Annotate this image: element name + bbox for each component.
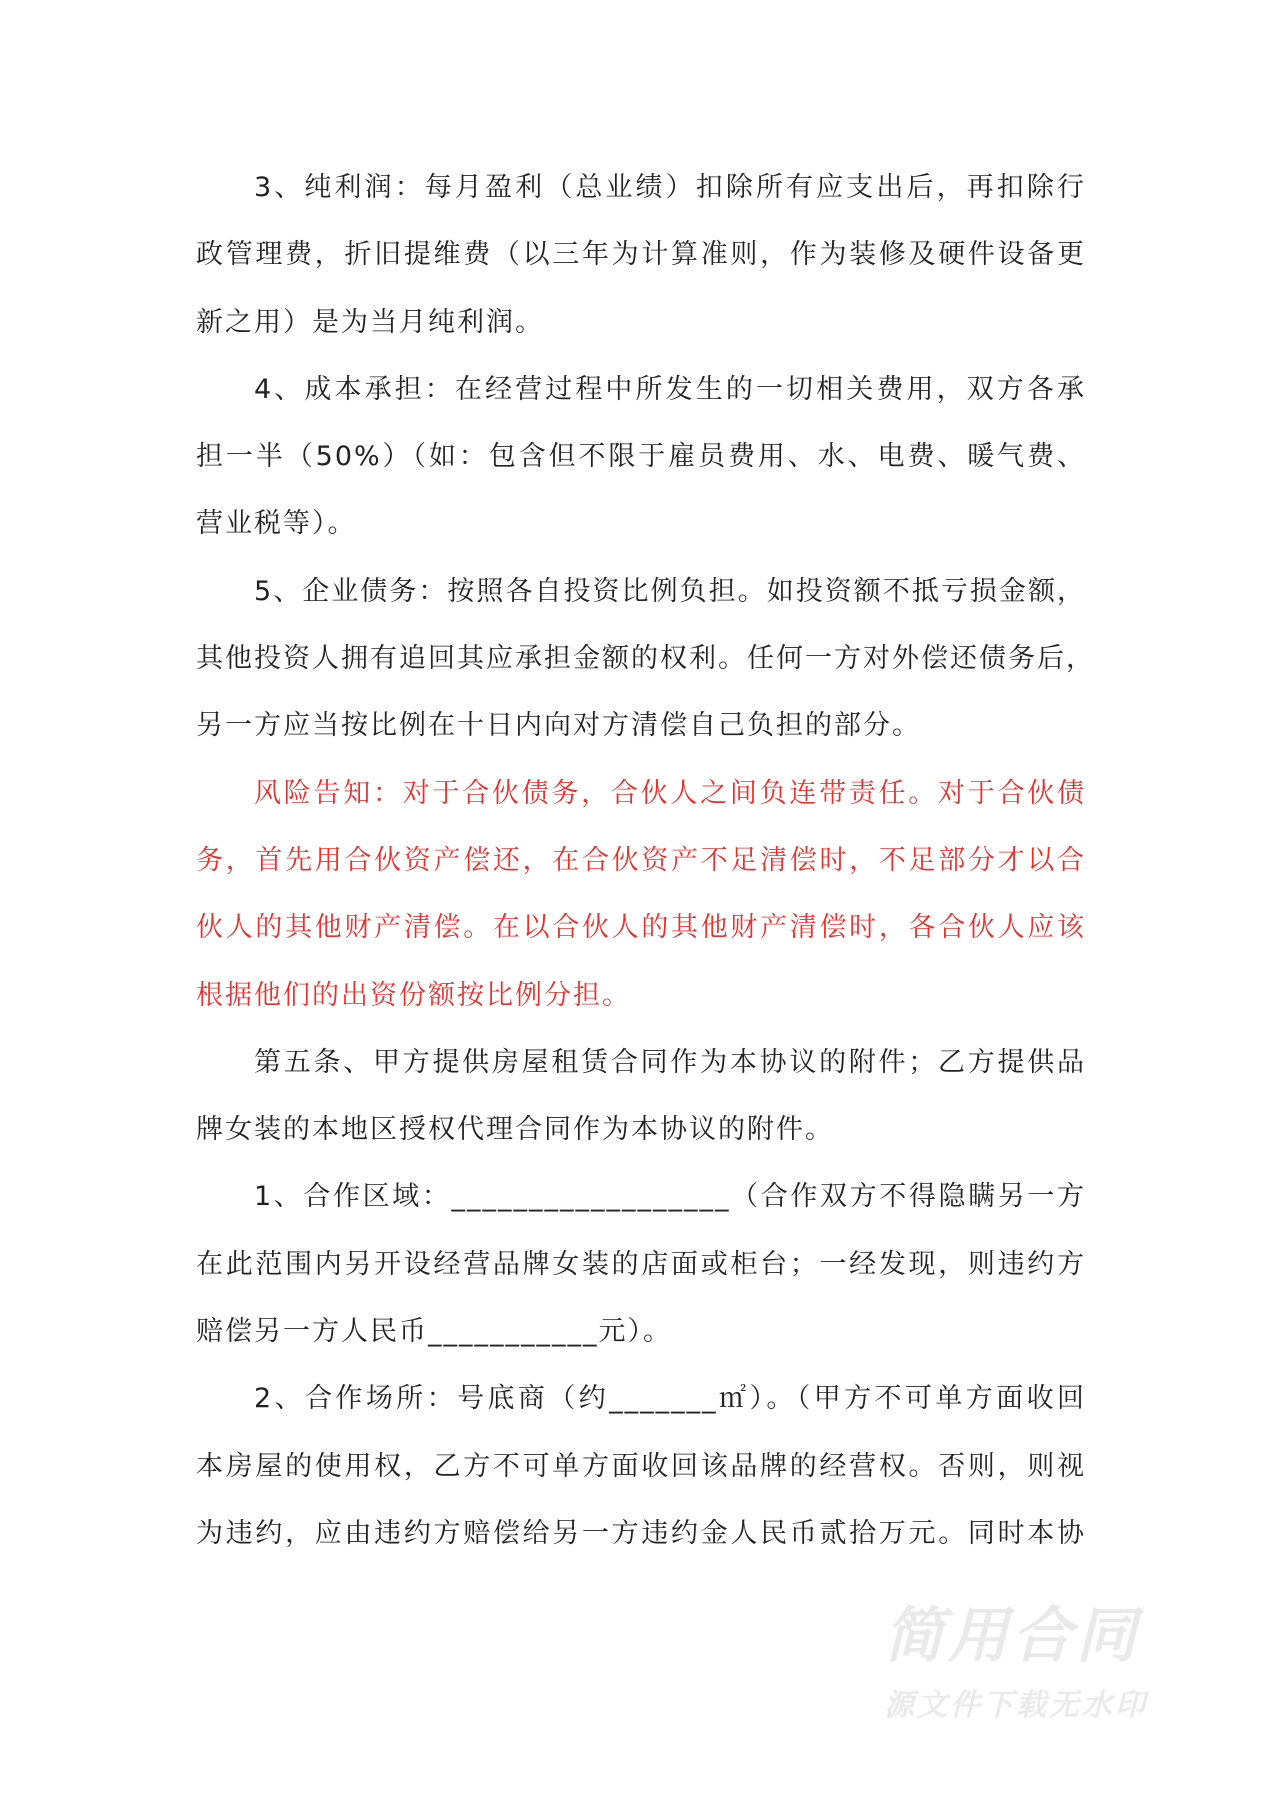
text-line: 牌女装的本地区授权代理合同作为本协议的附件。 — [196, 1114, 834, 1146]
text-line: 务，首先用合伙资产偿还，在合伙资产不足清偿时，不足部分才以合 — [196, 844, 1086, 876]
text-line: 政管理费，折旧提维费（以三年为计算准则，作为装修及硬件设备更 — [196, 239, 1086, 271]
text-line: 根据他们的出资份额按比例分担。 — [196, 979, 631, 1011]
paragraph — [196, 1169, 1086, 1371]
text-line: 营业税等）。 — [196, 508, 357, 540]
text-line: 伙人的其他财产清偿。在以合伙人的其他财产清偿时，各合伙人应该 — [196, 912, 1086, 944]
text-line: 担一半（50%）（如：包含但不限于雇员费用、水、电费、暖气费、 — [196, 441, 1086, 473]
text-line: 第五条、甲方提供房屋租赁合同作为本协议的附件；乙方提供品 — [254, 1046, 1086, 1078]
text-line: 为违约，应由违约方赔偿给另一方违约金人民币贰拾万元。同时本协 — [196, 1517, 1086, 1549]
text-line: 在此范围内另开设经营品牌女装的店面或柜台；一经发现，则违约方 — [196, 1248, 1086, 1280]
document-page — [196, 160, 1095, 1573]
text-line: 1、合作区域：__________________（合作双方不得隐瞒另一方 — [254, 1181, 1086, 1213]
text-line: 其他投资人拥有追回其应承担金额的权利。任何一方对外偿还债务后， — [196, 643, 1095, 675]
text-line: 3、纯利润：每月盈利（总业绩）扣除所有应支出后，再扣除行 — [254, 172, 1086, 203]
text-line: 2、合作场所：号底商（约_______㎡）。（甲方不可单方面收回 — [254, 1383, 1086, 1415]
paragraph — [196, 564, 1095, 766]
paragraph — [196, 160, 1086, 362]
watermark-subtitle: 源文件下载无水印 — [884, 1688, 1148, 1723]
text-line: 新之用）是为当月纯利润。 — [196, 306, 544, 338]
risk-notice-paragraph — [196, 766, 1086, 1035]
text-line: 5、企业债务：按照各自投资比例负担。如投资额不抵亏损金额， — [254, 575, 1086, 607]
text-line: 赔偿另一方人民币___________元）。 — [196, 1316, 672, 1348]
text-line: 风险告知：对于合伙债务，合伙人之间负连带责任。对于合伙债 — [254, 777, 1086, 809]
paragraph — [196, 362, 1086, 564]
text-line: 4、成本承担：在经营过程中所发生的一切相关费用，双方各承 — [254, 373, 1086, 405]
paragraph — [196, 1371, 1086, 1573]
text-line: 另一方应当按比例在十日内向对方清偿自己负担的部分。 — [196, 710, 921, 742]
paragraph — [196, 1035, 1086, 1170]
text-line: 本房屋的使用权，乙方不可单方面收回该品牌的经营权。否则，则视 — [196, 1450, 1086, 1482]
watermark-title: 简用合同 — [884, 1601, 1140, 1671]
